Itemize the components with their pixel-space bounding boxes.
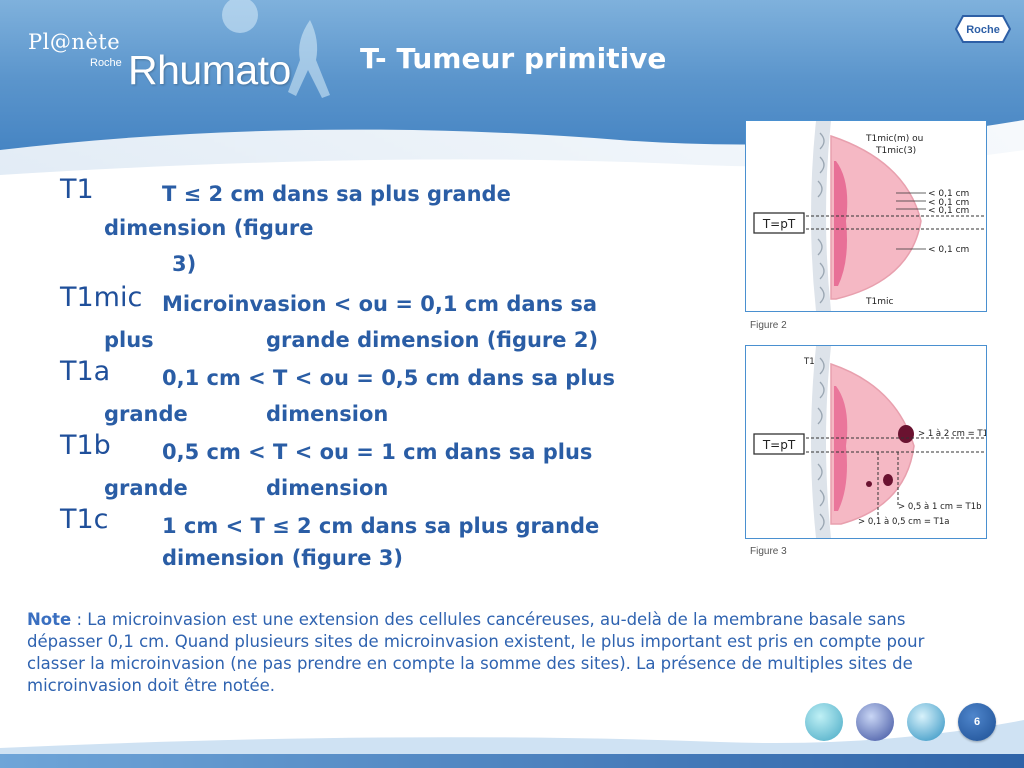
orb-icon [856, 703, 894, 741]
figure-3 [745, 345, 987, 539]
item-code: T1 [60, 174, 94, 205]
note-text: : La microinvasion est une extension des cellules cancéreuses, au-delà de la membrane basale sans dépasser 0,1 cm. Quand plusieurs sites de microinvasion existent, le plus important est pris en compte pour classer la microinvasion (ne pas prendre en compte la somme des sites). La présence de multiples sites de microinvasion doit être notée. [27, 610, 925, 695]
note-paragraph [27, 609, 947, 697]
figure-2-box-label: T=pT [762, 217, 796, 231]
figure-2 [745, 120, 987, 312]
list-item [60, 282, 730, 356]
figure-3-top-label: T1 [804, 357, 815, 367]
footer-bar [0, 754, 1024, 768]
figure-2-top-label-1: T1mic(m) ou [866, 134, 924, 144]
note-label: Note [27, 610, 72, 629]
dancer-silhouette-icon [288, 20, 330, 98]
figure-2-diagram [746, 121, 986, 311]
item-line: 0,1 cm < T < ou = 0,5 cm dans sa plus [162, 366, 615, 390]
item-line: dimension (figure [104, 216, 314, 240]
figure-3-label-a: > 1 à 2 cm = T1c [918, 429, 986, 439]
figure-3-label-b: > 0,5 à 1 cm = T1b [898, 502, 982, 512]
page-title: T- Tumeur primitive [360, 42, 667, 75]
item-line: plus [104, 328, 154, 352]
item-line: Microinvasion < ou = 0,1 cm dans sa [162, 292, 598, 316]
figure-3-label-c: > 0,1 à 0,5 cm = T1a [858, 517, 950, 527]
item-line: grande dimension (figure 2) [266, 328, 599, 352]
figure-2-top-label-2: T1mic(3) [876, 146, 917, 156]
item-code: T1c [60, 504, 109, 535]
figure-3-caption: Figure 3 [750, 546, 787, 557]
roche-logo-icon [955, 14, 1011, 44]
orb-icon [907, 703, 945, 741]
item-line: 3) [172, 252, 197, 276]
logo-roche-small: Roche [90, 57, 122, 69]
figure-2-tick-3: < 0,1 cm [928, 206, 970, 216]
item-line: dimension [266, 402, 389, 426]
item-line: 1 cm < T ≤ 2 cm dans sa plus grande [162, 514, 600, 538]
item-code: T1a [60, 356, 111, 387]
item-code: T1b [60, 430, 111, 461]
item-line: grande [104, 476, 188, 500]
list-item [60, 356, 730, 430]
item-line: grande [104, 402, 188, 426]
logo-rhumato: Rhumato [128, 47, 291, 93]
roche-logo-text: Roche [966, 24, 1000, 36]
classification-list [60, 174, 730, 578]
figure-2-tick-1: < 0,1 cm [928, 189, 970, 199]
figure-2-tick-2: < 0,1 cm [928, 198, 970, 208]
item-line: dimension (figure 3) [162, 546, 403, 570]
page-number: 6 [958, 703, 996, 741]
orb-icon [805, 703, 843, 741]
item-line: T ≤ 2 cm dans sa plus grande [162, 182, 511, 206]
figure-3-box-label: T=pT [762, 438, 796, 452]
list-item [60, 174, 730, 282]
item-code: T1mic [60, 282, 143, 313]
list-item [60, 430, 730, 504]
logo-planete: Pl@nète [28, 30, 121, 54]
figure-2-caption: Figure 2 [750, 320, 787, 331]
item-line: 0,5 cm < T < ou = 1 cm dans sa plus [162, 440, 593, 464]
figure-3-diagram [746, 346, 986, 538]
figure-2-bottom-label: T1mic [866, 297, 894, 307]
list-item [60, 504, 730, 578]
globe-icon [222, 0, 258, 33]
figure-2-tick-4: < 0,1 cm [928, 245, 970, 255]
item-line: dimension [266, 476, 389, 500]
